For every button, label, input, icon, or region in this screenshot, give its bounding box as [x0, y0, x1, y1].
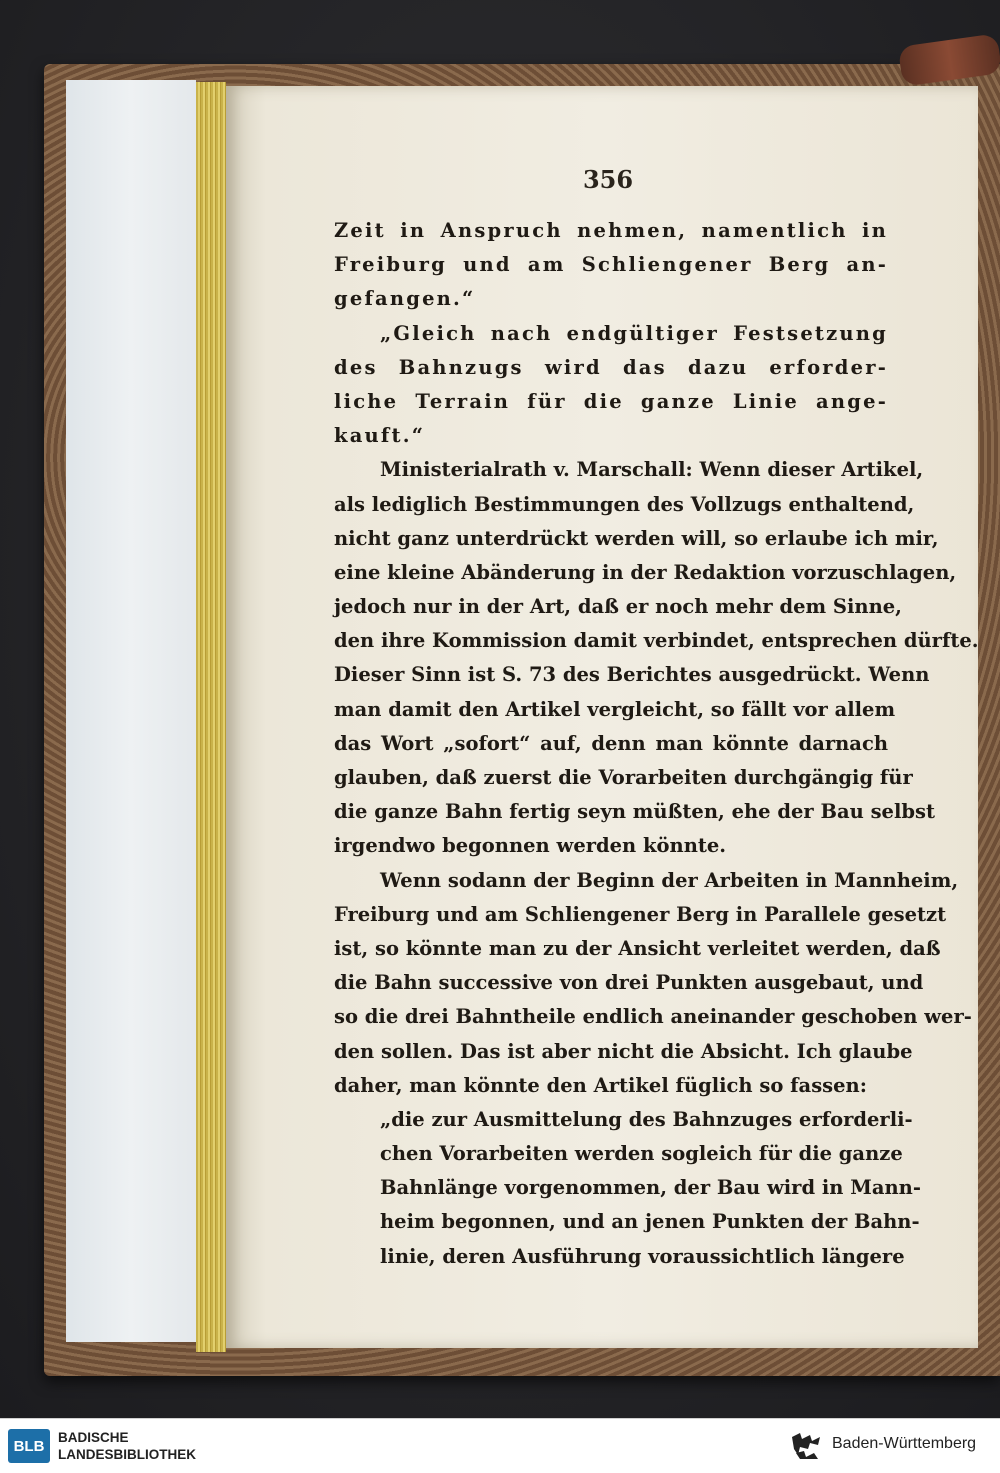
text-line: Wenn sodann der Beginn der Arbeiten in Mannheim, — [380, 868, 959, 892]
text-line: als lediglich Bestimmungen des Vollzugs enthaltend, — [334, 492, 915, 516]
text-line: Dieser Sinn ist S. 73 des Berichtes ausgedrückt. Wenn — [334, 663, 930, 687]
text-line: das Wort „sofort“ auf, denn man könnte darnach — [334, 731, 888, 755]
text-line: chen Vorarbeiten werden sogleich für die ganze — [380, 1142, 903, 1166]
page-number: 356 — [582, 165, 634, 194]
text-line: Freiburg und am Schliengener Berg an- — [334, 253, 888, 277]
text-line: Freiburg und am Schliengener Berg in Parallele gesetzt — [334, 902, 947, 926]
text-line: nicht ganz unterdrückt werden will, so erlaube ich mir, — [334, 526, 939, 550]
text-line: die ganze Bahn fertig seyn müßten, ehe der Bau selbst — [334, 800, 935, 824]
text-line: liche Terrain für die ganze Linie ange- — [334, 389, 888, 413]
text-line: so die drei Bahntheile endlich aneinander geschoben wer- — [334, 1005, 972, 1029]
library-name-line2: LANDESBIBLIOTHEK — [58, 1447, 196, 1462]
text-line: „Gleich nach endgültiger Festsetzung — [380, 321, 888, 345]
text-line: ist, so könnte man zu der Ansicht verleitet werden, daß — [334, 936, 941, 960]
text-line: heim begonnen, und an jenen Punkten der Bahn- — [380, 1210, 920, 1234]
text-line: kauft.“ — [334, 424, 426, 448]
text-line: eine kleine Abänderung in der Redaktion vorzuschlagen, — [334, 560, 957, 584]
text-line: Ministerialrath v. Marschall: Wenn dieser Artikel, — [380, 458, 924, 482]
text-line: linie, deren Ausführung voraussichtlich längere — [380, 1244, 905, 1268]
footer-bar — [0, 1418, 1000, 1473]
text-line: man damit den Artikel vergleicht, so fällt vor allem — [334, 697, 896, 721]
text-line: jedoch nur in der Art, daß er noch mehr dem Sinne, — [334, 595, 902, 619]
gilt-page-edges — [196, 82, 226, 1352]
library-name-line1: BADISCHE — [58, 1430, 129, 1445]
text-line: irgendwo begonnen werden könnte. — [334, 834, 727, 858]
coat-of-arms-icon — [790, 1431, 824, 1461]
text-line: des Bahnzugs wird das dazu erforder- — [334, 355, 888, 379]
blb-logo[interactable]: BLB — [8, 1429, 50, 1463]
text-line: die Bahn successive von drei Punkten ausgebaut, und — [334, 971, 924, 995]
text-line: daher, man könnte den Artikel füglich so fassen: — [334, 1073, 867, 1097]
text-line: Bahnlänge vorgenommen, der Bau wird in Mann- — [380, 1176, 921, 1200]
text-line: den sollen. Das ist aber nicht die Absicht. Ich glaube — [334, 1039, 913, 1063]
text-line: gefangen.“ — [334, 287, 476, 311]
flyleaf-page — [66, 80, 196, 1342]
text-line: Zeit in Anspruch nehmen, namentlich in — [334, 219, 888, 242]
library-name — [58, 1429, 196, 1463]
text-line: den ihre Kommission damit verbindet, entsprechen dürfte. — [334, 629, 979, 653]
text-line: „die zur Ausmittelung des Bahnzuges erforderli- — [380, 1107, 913, 1131]
state-name[interactable]: Baden-Württemberg — [832, 1435, 977, 1452]
page-text — [334, 214, 979, 1274]
text-line: glauben, daß zuerst die Vorarbeiten durchgängig für — [334, 766, 913, 789]
